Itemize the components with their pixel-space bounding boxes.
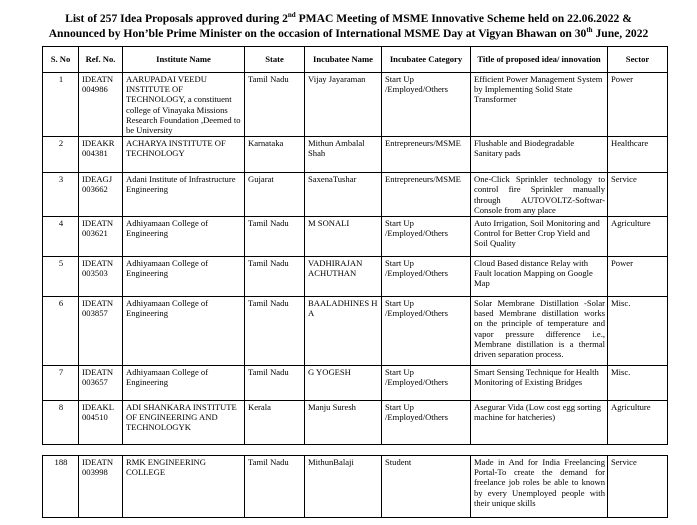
cell-title: Smart Sensing Technique for Health Monitoring of Existing Bridges	[471, 366, 608, 401]
cell-state: Tamil Nadu	[245, 217, 305, 257]
cell-sector: Service	[608, 456, 668, 518]
cell-institute: AARUPADAI VEEDU INSTITUTE OF TECHNOLOGY, a constituent college of Vinayaka Missions Research Foundation ,Deemed to be University	[123, 73, 245, 137]
table-row	[43, 173, 668, 217]
table-row	[43, 257, 668, 297]
cell-category: Entrepreneurs/MSME	[382, 137, 471, 173]
table-row	[43, 456, 668, 518]
cell-category: Start Up /Employed/Others	[382, 217, 471, 257]
cell-institute: Adhiyamaan College of Engineering	[123, 297, 245, 366]
cell-sno: 2	[43, 137, 79, 173]
cell-ref: IDEATN 003998	[79, 456, 123, 518]
cell-sno: 4	[43, 217, 79, 257]
cell-incubatee: M SONALI	[305, 217, 382, 257]
cell-category: Entrepreneurs/MSME	[382, 173, 471, 217]
table-row	[43, 401, 668, 445]
cell-title: Asegurar Vida (Low cost egg sorting machine for hatcheries)	[471, 401, 608, 445]
cell-sno: 188	[43, 456, 79, 518]
cell-sno: 6	[43, 297, 79, 366]
cell-institute: Adhiyamaan College of Engineering	[123, 217, 245, 257]
header-state: State	[245, 47, 305, 73]
cell-institute: Adhiyamaan College of Engineering	[123, 257, 245, 297]
cell-ref: IDEATN 003857	[79, 297, 123, 366]
cell-sno: 5	[43, 257, 79, 297]
cell-state: Tamil Nadu	[245, 366, 305, 401]
cell-sno: 7	[43, 366, 79, 401]
cell-sector: Power	[608, 73, 668, 137]
header-ref: Ref. No.	[79, 47, 123, 73]
cell-incubatee: Manju Suresh	[305, 401, 382, 445]
cell-category: Start Up /Employed/Others	[382, 257, 471, 297]
cell-institute: ADI SHANKARA INSTITUTE OF ENGINEERING AND TECHNOLOGYK	[123, 401, 245, 445]
cell-incubatee: G YOGESH	[305, 366, 382, 401]
cell-sno: 1	[43, 73, 79, 137]
header-sno: S. No	[43, 47, 79, 73]
proposals-table-continued	[42, 455, 668, 518]
table-row	[43, 217, 668, 257]
table-row	[43, 366, 668, 401]
cell-title: Efficient Power Management System by Implementing Solid State Transformer	[471, 73, 608, 137]
header-sector: Sector	[608, 47, 668, 73]
cell-state: Gujarat	[245, 173, 305, 217]
proposals-table	[42, 46, 668, 445]
cell-incubatee: Mithun Ambalal Shah	[305, 137, 382, 173]
cell-incubatee: Vijay Jayaraman	[305, 73, 382, 137]
cell-title: Cloud Based distance Relay with Fault location Mapping on Google Map	[471, 257, 608, 297]
table-row	[43, 137, 668, 173]
document-title	[0, 11, 697, 41]
cell-sector: Agriculture	[608, 217, 668, 257]
cell-incubatee: SaxenaTushar	[305, 173, 382, 217]
cell-ref: IDEAGJ 003662	[79, 173, 123, 217]
cell-state: Tamil Nadu	[245, 257, 305, 297]
cell-category: Student	[382, 456, 471, 518]
cell-institute: Adhiyamaan College of Engineering	[123, 366, 245, 401]
cell-institute: RMK ENGINEERING COLLEGE	[123, 456, 245, 518]
cell-state: Kerala	[245, 401, 305, 445]
cell-incubatee: MithunBalaji	[305, 456, 382, 518]
cell-sector: Misc.	[608, 297, 668, 366]
header-title: Title of proposed idea/ innovation	[471, 47, 608, 73]
cell-category: Start Up /Employed/Others	[382, 401, 471, 445]
table-header-row	[43, 47, 668, 73]
cell-incubatee: VADHIRAJAN ACHUTHAN	[305, 257, 382, 297]
cell-ref: IDEATN 003503	[79, 257, 123, 297]
header-incubatee: Incubatee Name	[305, 47, 382, 73]
cell-state: Tamil Nadu	[245, 297, 305, 366]
cell-category: Start Up /Employed/Others	[382, 73, 471, 137]
cell-title: Flushable and Biodegradable Sanitary pads	[471, 137, 608, 173]
cell-state: Tamil Nadu	[245, 456, 305, 518]
title-line-2: Announced by Hon’ble Prime Minister on the occasion of International MSME Day at Vigyan Bhawan on 30th June, 2022	[48, 26, 649, 40]
cell-sector: Agriculture	[608, 401, 668, 445]
cell-title: Made in And for India Freelancing Portal-To create the demand for freelance job roles be able to known by every Unemployed people with their unique skills	[471, 456, 608, 518]
cell-ref: IDEAKR 004381	[79, 137, 123, 173]
cell-sector: Misc.	[608, 366, 668, 401]
header-category: Incubatee Category	[382, 47, 471, 73]
cell-title: Solar Membrane Distillation -Solar based Membrane distillation works on the principle of temperature and vapor pressure difference i.e., Membrane distillation is a thermal driven separation process.	[471, 297, 608, 366]
table-row	[43, 297, 668, 366]
header-institute: Institute Name	[123, 47, 245, 73]
cell-incubatee: BAALADHINES H A	[305, 297, 382, 366]
cell-sector: Service	[608, 173, 668, 217]
cell-category: Start Up /Employed/Others	[382, 297, 471, 366]
cell-category: Start Up /Employed/Others	[382, 366, 471, 401]
cell-sector: Healthcare	[608, 137, 668, 173]
cell-ref: IDEATN 003657	[79, 366, 123, 401]
cell-ref: IDEATN 004986	[79, 73, 123, 137]
title-line-1: List of 257 Idea Proposals approved during 2nd PMAC Meeting of MSME Innovative Scheme held on 22.06.2022 &	[65, 11, 632, 25]
cell-institute: ACHARYA INSTITUTE OF TECHNOLOGY	[123, 137, 245, 173]
cell-state: Tamil Nadu	[245, 73, 305, 137]
cell-sno: 8	[43, 401, 79, 445]
cell-state: Karnataka	[245, 137, 305, 173]
cell-sno: 3	[43, 173, 79, 217]
cell-institute: Adani Institute of Infrastructure Engineering	[123, 173, 245, 217]
cell-title: One-Click Sprinkler technology to control fire Sprinkler manually through AUTOVOLTZ-Softwar-Console from any place	[471, 173, 608, 217]
cell-sector: Power	[608, 257, 668, 297]
cell-ref: IDEAKL 004510	[79, 401, 123, 445]
cell-title: Auto Irrigation, Soil Monitoring and Control for Better Crop Yield and Soil Quality	[471, 217, 608, 257]
cell-ref: IDEATN 003621	[79, 217, 123, 257]
table-row	[43, 73, 668, 137]
